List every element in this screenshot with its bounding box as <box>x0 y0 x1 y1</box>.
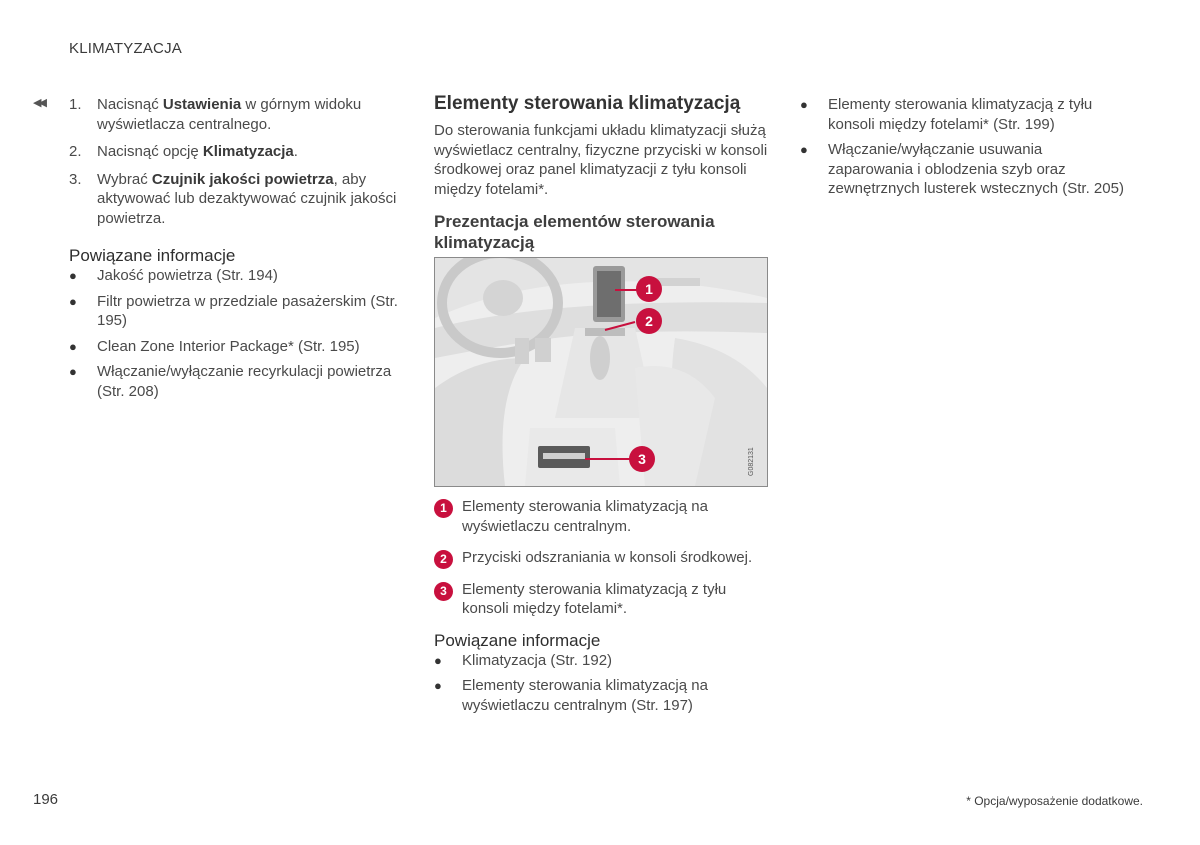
intro-paragraph: Do sterowania funkcjami układu klimatyzacji służą wyświetlacz centralny, fizyczne przyciski w konsoli środkowej oraz panel klimatyzacji z tyłu konsoli między fotelami*. <box>434 122 768 198</box>
related-list <box>800 95 1130 199</box>
bullet-icon: ● <box>69 338 77 354</box>
car-interior-figure <box>434 257 768 487</box>
related-info-heading: Powiązane informacje <box>434 630 601 650</box>
callout-badge: 1 <box>434 499 453 518</box>
bullet-icon: ● <box>800 97 808 112</box>
callout-item: 2 Przyciski odszraniania w konsoli środkowej. <box>434 548 768 568</box>
callout-item: 3 Elementy sterowania klimatyzacją z tyłu konsoli między fotelami*. <box>434 580 768 619</box>
related-info-heading: Powiązane informacje <box>69 246 236 265</box>
related-link[interactable]: ● Filtr powietrza w przedziale pasażerskim (Str. 195) <box>69 292 398 329</box>
bullet-icon: ● <box>69 364 77 379</box>
callout-badge: 2 <box>434 550 453 569</box>
bullet-icon: ● <box>69 293 77 309</box>
step-item: 1. Nacisnąć Ustawienia w górnym widoku wyświetlacza centralnego. <box>69 96 362 133</box>
related-link[interactable]: ● Elementy sterowania klimatyzacją z tyłu konsoli między fotelami* (Str. 199) <box>800 96 1093 133</box>
bullet-icon: ● <box>434 678 442 693</box>
marker-3 <box>629 446 655 472</box>
callout-badge: 3 <box>434 582 453 601</box>
bullet-icon: ● <box>434 652 442 668</box>
callout-list <box>434 497 768 619</box>
figure-code: G082131 <box>748 447 755 476</box>
related-link[interactable]: ● Jakość powietrza (Str. 194) <box>69 267 278 284</box>
footnote: * Opcja/wyposażenie dodatkowe. <box>966 794 1143 808</box>
page-number: 196 <box>33 791 59 808</box>
section-title: Prezentacja elementów sterowania klimatyzacją <box>434 212 715 252</box>
car-interior-illustration <box>435 258 767 486</box>
column-middle <box>434 93 768 721</box>
marker-2 <box>636 308 662 334</box>
column-right <box>800 95 1130 205</box>
marker-1 <box>636 276 662 302</box>
related-link[interactable]: ● Włączanie/wyłączanie usuwania zaparowania i oblodzenia szyb oraz zewnętrznych lusterek wstecznych (Str. 205) <box>800 141 1124 197</box>
steps-list <box>69 95 399 228</box>
related-link[interactable]: ● Elementy sterowania klimatyzacją na wyświetlaczu centralnym (Str. 197) <box>434 677 708 714</box>
bullet-icon: ● <box>800 142 808 157</box>
related-link[interactable]: ● Klimatyzacja (Str. 192) <box>434 651 613 669</box>
related-list <box>69 266 399 401</box>
related-list <box>434 651 768 716</box>
step-item: 2. Nacisnąć opcję Klimatyzacja. <box>69 143 298 160</box>
related-link[interactable]: ● Włączanie/wyłączanie recyrkulacji powietrza (Str. 208) <box>69 363 392 400</box>
callout-item: 1 Elementy sterowania klimatyzacją na wyświetlaczu centralnym. <box>434 497 768 536</box>
svg-text:3: 3 <box>638 451 646 467</box>
back-arrows-icon[interactable]: ◀◀ <box>33 97 44 109</box>
svg-text:2: 2 <box>645 313 653 329</box>
section-header: KLIMATYZACJA <box>69 40 182 57</box>
svg-text:1: 1 <box>645 281 653 297</box>
step-item: 3. Wybrać Czujnik jakości powietrza, aby aktywować lub dezaktywować czujnik jakości powietrza. <box>69 170 397 227</box>
page-title: Elementy sterowania klimatyzacją <box>434 93 741 114</box>
bullet-icon: ● <box>69 268 77 283</box>
related-link[interactable]: ● Clean Zone Interior Package* (Str. 195) <box>69 337 360 355</box>
column-left <box>69 95 399 407</box>
